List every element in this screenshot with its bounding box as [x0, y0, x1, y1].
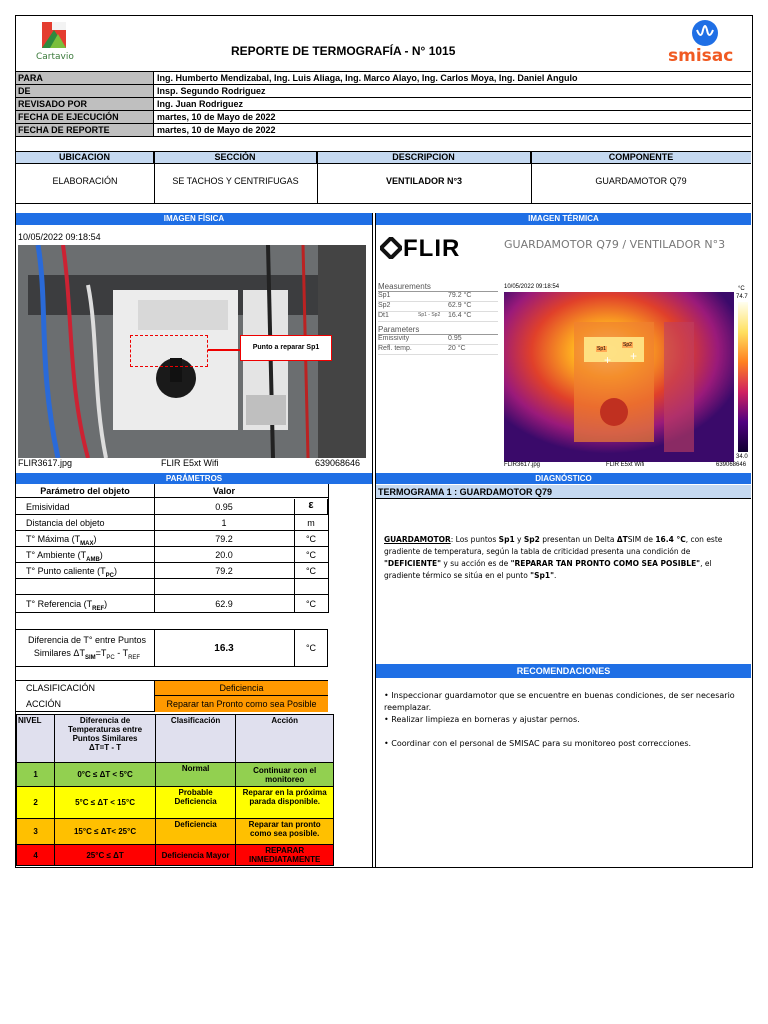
info-row-ejecucion [16, 111, 751, 124]
measurement-row: Sp1 79.2 °C [378, 292, 498, 302]
band-diagnostico: DIAGNÓSTICO [376, 473, 751, 484]
scale-unit: °C [738, 286, 745, 292]
criteria-row [17, 819, 334, 845]
class-label: CLASIFICACIÓN [26, 683, 96, 693]
parameter-row: Refl. temp. 20 °C [378, 345, 498, 355]
param-row-empty [16, 579, 328, 595]
criteria-row [17, 845, 334, 866]
param-row [16, 499, 328, 515]
param-value: 62.9 [215, 599, 233, 609]
info-row-reporte [16, 124, 751, 137]
delta-unit: °C [305, 643, 317, 653]
info-value: Ing. Juan Rodriguez [157, 99, 244, 109]
info-value: Insp. Segundo Rodriguez [157, 86, 266, 96]
location-ubicacion: ELABORACIÓN [52, 176, 118, 186]
classification-block [16, 680, 328, 712]
info-label: REVISADO POR [16, 98, 154, 110]
photo-file: FLIR3617.jpg [18, 458, 73, 468]
band-imagen-termica: IMAGEN TÉRMICA [376, 213, 751, 225]
photo-serial: 639068646 [315, 458, 361, 468]
scale-bar [738, 302, 748, 452]
param-row [16, 515, 328, 531]
criteria-action: Continuar con el monitoreo [236, 763, 334, 787]
info-value: martes, 10 de Mayo de 2022 [157, 112, 276, 122]
scale-max: 74.7 [736, 294, 748, 300]
sp2-label: Sp2 [623, 342, 632, 348]
recommendations-list [384, 690, 744, 750]
thermal-image [504, 292, 734, 462]
param-value: 1 [221, 518, 227, 528]
photo-timestamp: 10/05/2022 09:18:54 [18, 232, 101, 242]
flir-logo-text: FLIR [403, 235, 461, 262]
measurement-row: Dt1 Sp1 - Sp2 16.4 °C [378, 312, 498, 322]
criteria-range: 15°C ≤ ΔT< 25°C [55, 819, 156, 845]
info-value: martes, 10 de Mayo de 2022 [157, 125, 276, 135]
action-label: ACCIÓN [26, 699, 62, 709]
param-name: T° Ambiente $(T_{AMB})$ [26, 550, 103, 563]
info-row-de [16, 85, 751, 98]
param-unit: °C [305, 550, 317, 560]
criteria-table [16, 714, 334, 866]
info-row-para [16, 72, 751, 85]
param-name: Emisividad [26, 502, 70, 512]
criteria-header-level: NIVEL [17, 715, 55, 763]
band-recomendaciones: RECOMENDACIONES [376, 664, 751, 678]
param-name: T° Punto caliente $(T_{PC})$ [26, 566, 117, 579]
criteria-range: 5°C ≤ ΔT < 15°C [55, 787, 156, 819]
thermal-timestamp: 10/05/2022 09:18:54 [504, 284, 560, 290]
recommendation-item: • Realizar limpieza en borneras y ajustar pernos. [384, 715, 580, 724]
info-value: Ing. Humberto Mendizabal, Ing. Luis Aliaga, Ing. Marco Alayo, Ing. Carlos Moya, Ing. Daniel Angulo [157, 73, 578, 83]
physical-photo [18, 245, 366, 458]
sp2-crosshair-icon: + [630, 349, 638, 363]
smisac-logo-text: smisac [668, 46, 734, 66]
criteria-level: 3 [17, 819, 55, 845]
location-header-seccion: SECCIÓN [154, 152, 317, 163]
criteria-range: 25°C ≤ ΔT [55, 845, 156, 866]
param-header-param: Parámetro del objeto [40, 486, 130, 496]
param-row [16, 531, 328, 547]
location-header-ubicacion: UBICACION [16, 152, 154, 163]
param-value: 0.95 [215, 502, 233, 512]
info-label: FECHA DE REPORTE [16, 124, 154, 136]
param-name: T° Referencia $(T_{REF})$ [26, 599, 108, 612]
band-imagen-fisica: IMAGEN FÍSICA [16, 213, 372, 225]
location-componente: GUARDAMOTOR Q79 [595, 176, 687, 186]
band-parametros: PARÁMETROS [16, 473, 372, 484]
param-value: 20.0 [215, 550, 233, 560]
info-label: DE [16, 85, 154, 97]
criteria-class: Deficiencia Mayor [155, 845, 236, 866]
criteria-class: Probable Deficiencia [155, 787, 236, 819]
measurements-title: Measurements [378, 282, 498, 292]
delta-label: Diferencia de T° entre Puntos Similares $\Delta T_{SIM}=T_{PC} - T_{REF}$ [28, 635, 146, 661]
criteria-class: Normal [155, 763, 236, 787]
criteria-level: 4 [17, 845, 55, 866]
diagnosis-text: GUARDAMOTOR: Los puntos Sp1 y Sp2 presentan un Delta ΔTSIM de 16.4 °C, con este gradiente de temperatura, según la tabla de criticidad presenta una condición de "DEFICIENTE" y su acción es de "REPARAR TAN PRONTO COMO SEA POSIBLE", el gradiente térmico se sitúa en el punto "Sp1". [384, 535, 723, 580]
criteria-row [17, 787, 334, 819]
sp1-crosshair-icon: + [604, 353, 612, 367]
criteria-action: Reparar en la próxima parada disponible. [236, 787, 334, 819]
recommendation-item: • Inspeccionar guardamotor que se encuentre en buenas condiciones, de ser necesario reemplazar. [384, 691, 735, 712]
delta-row [16, 629, 328, 667]
param-row [16, 563, 328, 579]
measurements-panel [378, 282, 498, 355]
report-title: REPORTE DE TERMOGRAFÍA - N° 1015 [231, 44, 456, 58]
thermal-serial: 639068646 [716, 462, 747, 468]
param-unit: °C [305, 566, 317, 576]
parameter-row: Emissivity 0.95 [378, 335, 498, 345]
location-descripcion: VENTILADOR N°3 [385, 176, 463, 186]
cartavio-logo [36, 20, 86, 64]
criteria-header-diff: Diferencia de Temperaturas entre Puntos Similares ΔT=T - T [55, 715, 156, 763]
thermal-file: FLIR3617.jpg [504, 462, 541, 468]
param-header-value: Valor [212, 486, 235, 496]
flir-caption: GUARDAMOTOR Q79 / VENTILADOR N°3 [504, 238, 726, 251]
param-value: 79.2 [215, 566, 233, 576]
criteria-class: Deficiencia [155, 819, 236, 845]
param-value: 79.2 [215, 534, 233, 544]
criteria-range: 0°C ≤ ΔT < 5°C [55, 763, 156, 787]
photo-marker-box [130, 335, 208, 367]
report-frame [15, 15, 753, 868]
parameters-title: Parameters [378, 325, 498, 335]
criteria-action: REPARAR INMEDIATAMENTE [236, 845, 334, 866]
location-seccion: SE TACHOS Y CENTRIFUGAS [172, 176, 299, 186]
class-value: Deficiencia [154, 681, 328, 696]
photo-callout: Punto a reparar Sp1 [240, 335, 332, 361]
param-row [16, 595, 328, 613]
criteria-level: 2 [17, 787, 55, 819]
diagnosis-title: TERMOGRAMA 1 : GUARDAMOTOR Q79 [376, 485, 751, 499]
criteria-header-class: Clasificación [155, 715, 236, 763]
action-value: Reparar tan Pronto como sea Posible [154, 696, 328, 712]
info-label: PARA [16, 72, 154, 84]
param-unit: °C [305, 534, 317, 544]
info-row-revisado [16, 98, 751, 111]
criteria-level: 1 [17, 763, 55, 787]
delta-value: 16.3 [214, 643, 234, 654]
param-unit: °C [305, 599, 317, 609]
temperature-scale [736, 286, 751, 466]
param-unit: ε [308, 499, 314, 511]
recommendation-item: • Coordinar con el personal de SMISAC para su monitoreo post correcciones. [384, 739, 692, 748]
criteria-row [17, 763, 334, 787]
scale-min: 34.0 [736, 454, 748, 460]
param-unit: m [307, 518, 315, 528]
info-label: FECHA DE EJECUCIÓN [16, 111, 154, 123]
location-header-descripcion: DESCRIPCION [317, 152, 531, 163]
param-name: Distancia del objeto [26, 518, 105, 528]
location-header-componente: COMPONENTE [531, 152, 751, 163]
measurement-row: Sp2 62.9 °C [378, 302, 498, 312]
photo-camera: FLIR E5xt Wifi [161, 458, 219, 468]
criteria-header-action: Acción [236, 715, 334, 763]
thermal-camera: FLIR E5xt Wifi [606, 462, 645, 468]
cartavio-logo-text: Cartavio [36, 52, 74, 62]
smisac-logo [666, 18, 746, 64]
photo-marker-arrow [208, 349, 240, 351]
criteria-action: Reparar tan pronto como sea posible. [236, 819, 334, 845]
param-name: T° Máxima $(T_{MAX})$ [26, 534, 97, 547]
sp1-label: Sp1 [597, 346, 606, 352]
flir-logo [378, 234, 478, 264]
param-row [16, 547, 328, 563]
